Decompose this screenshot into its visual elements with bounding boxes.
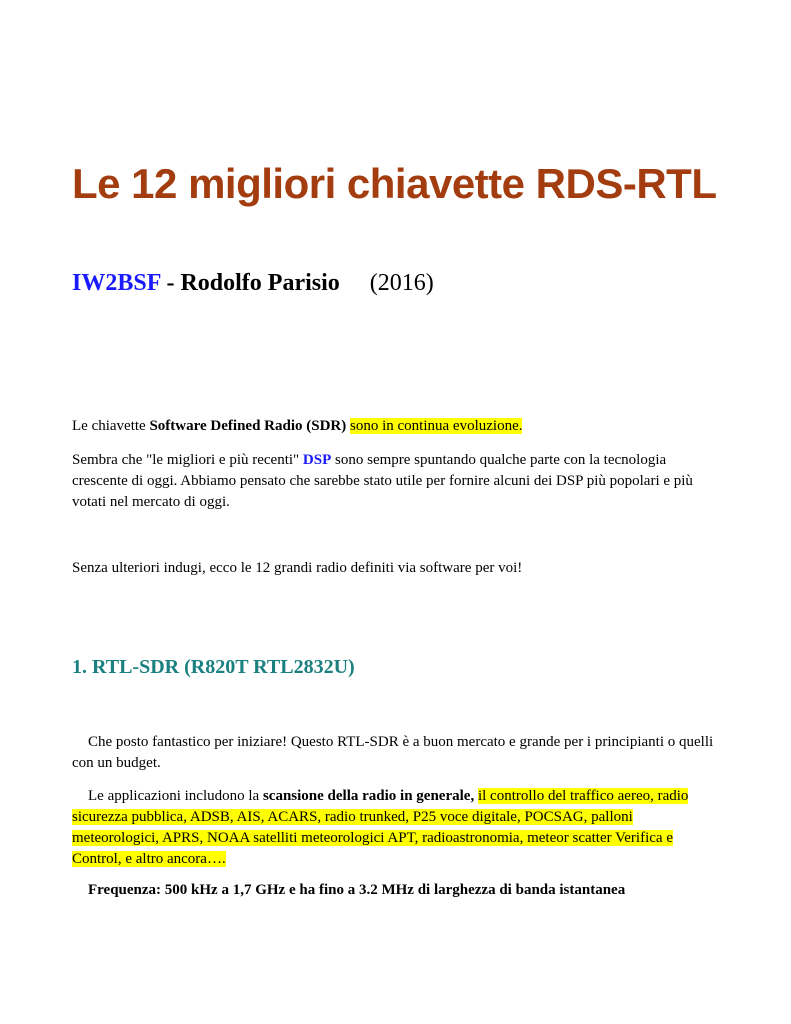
- section1-paragraph-1: Che posto fantastico per iniziare! Questo RTL-SDR è a buon mercato e grande per i principianti o quelli con un budget.: [72, 734, 714, 771]
- highlighted-text: il controllo del traffico aereo, radio sicurezza pubblica, ADSB, AIS, ACARS, radio trunked, P25 voce digitale, POCSAG, palloni meteorologici, APRS, NOAA satelliti meteorologici APT, radioastronomia, meteor scatter Verifica e Control, e altro ancora….: [72, 788, 689, 867]
- dsp-term: DSP: [302, 452, 332, 468]
- intro-paragraph-1: [72, 416, 722, 437]
- publication-year: (2016): [369, 270, 434, 296]
- section-text: Le applicazioni includono la: [88, 788, 263, 804]
- intro-text: sono sempre spuntando qualche parte con la tecnologia crescente di oggi. Abbiamo pensato che sarebbe stato utile per fornire alcuni dei DSP più popolari e più votati nel mercato di oggi.: [72, 452, 693, 510]
- author-name: - Rodolfo Parisio: [160, 270, 340, 296]
- page-title: Le 12 migliori chiavette RDS-RTL: [72, 160, 717, 207]
- frequency-text: Frequenza: 500 kHz a 1,7 GHz e ha fino a 3.2 MHz di larghezza di banda istantanea: [88, 882, 626, 898]
- section-heading-1: 1. RTL-SDR (R820T RTL2832U): [72, 656, 355, 678]
- frequency-spec: [72, 880, 722, 901]
- byline: [72, 270, 434, 297]
- intro-text: Le chiavette: [72, 418, 150, 434]
- scan-term: scansione della radio in generale,: [262, 788, 475, 804]
- highlighted-text: sono in continua evoluzione.: [350, 418, 523, 434]
- author-callsign: IW2BSF: [72, 270, 161, 296]
- intro-text: Sembra che "le migliori e più recenti": [72, 452, 303, 468]
- section1-paragraph-2: [72, 786, 722, 870]
- intro-paragraph-2: [72, 450, 722, 513]
- sdr-term: Software Defined Radio (SDR): [149, 418, 347, 434]
- intro-paragraph-3: Senza ulteriori indugi, ecco le 12 grandi radio definiti via software per voi!: [72, 560, 523, 576]
